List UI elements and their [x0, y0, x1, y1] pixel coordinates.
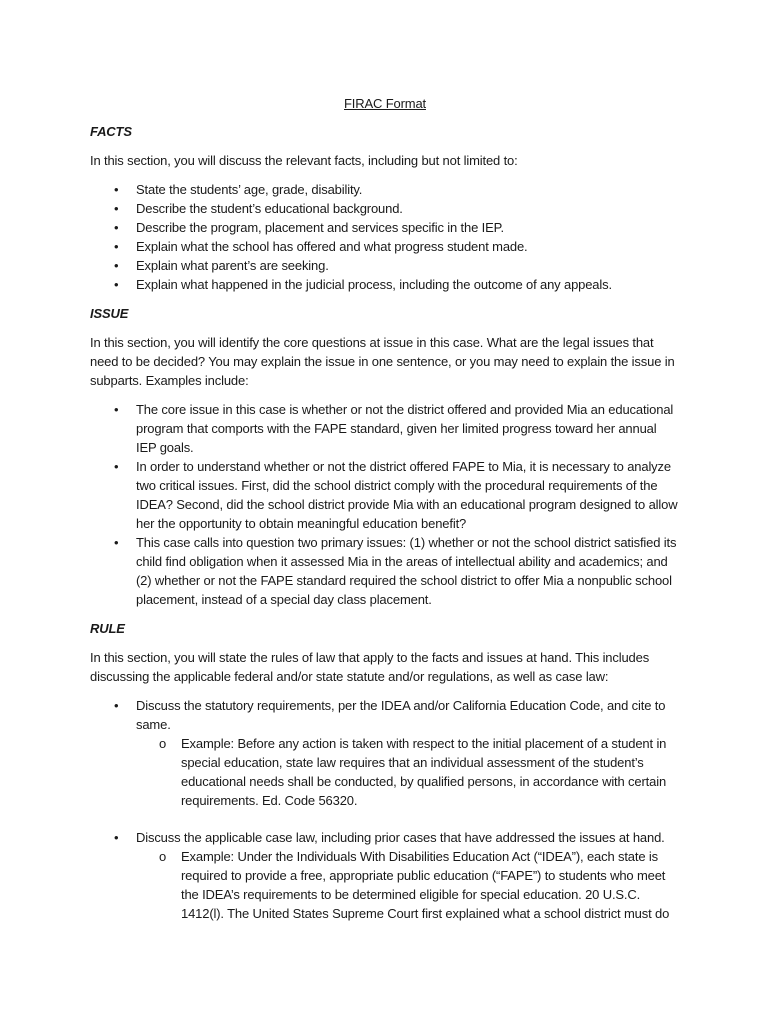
rule-item-text: Discuss the applicable case law, including prior cases that have addressed the issues at hand.: [136, 830, 665, 845]
document-title: FIRAC Format: [344, 96, 426, 111]
sub-list: [136, 734, 680, 810]
list-item: • Explain what happened in the judicial process, including the outcome of any appeals.: [90, 275, 680, 294]
list-item: [90, 828, 680, 923]
facts-list: [90, 180, 680, 294]
rule-list: [90, 696, 680, 923]
spacer: [136, 810, 680, 828]
list-item: • Describe the program, placement and services specific in the IEP.: [90, 218, 680, 237]
document-page: [90, 94, 680, 933]
issue-list: [90, 400, 680, 609]
facts-heading: FACTS: [90, 124, 132, 139]
issue-heading: ISSUE: [90, 306, 129, 321]
issue-intro: In this section, you will identify the core questions at issue in this case. What are the legal issues that need to be decided? You may explain the issue in one sentence, or you may need to explain the issue in subparts. Examples include:: [90, 335, 675, 388]
list-item: • Describe the student’s educational background.: [90, 199, 680, 218]
sub-list: [136, 847, 680, 923]
rule-heading: RULE: [90, 621, 125, 636]
rule-item-text: Discuss the statutory requirements, per the IDEA and/or California Education Code, and cite to same.: [136, 698, 666, 732]
list-item: • State the students’ age, grade, disability.: [90, 180, 680, 199]
list-item: • The core issue in this case is whether or not the district offered and provided Mia an educational program that comports with the FAPE standard, given her limited progress toward her annual IEP goals.: [90, 400, 680, 457]
list-item: • Explain what parent’s are seeking.: [90, 256, 680, 275]
list-item: • In order to understand whether or not the district offered FAPE to Mia, it is necessary to analyze two critical issues. First, did the school district comply with the procedural requirements of the IDEA? Second, did the school district provide Mia with an educational program designed to allow her the opportunity to obtain meaningful education benefit?: [90, 457, 680, 533]
sub-list-item: o Example: Under the Individuals With Disabilities Education Act (“IDEA”), each state is required to provide a free, appropriate public education (“FAPE”) to students who meet the IDEA’s requirements to be determined eligible for special education. 20 U.S.C. 1412(l). The United States Supreme Court first explained what a school district must do: [136, 847, 680, 923]
list-item: • This case calls into question two primary issues: (1) whether or not the school district satisfied its child find obligation when it assessed Mia in the areas of intellectual ability and academics; and (2) whether or not the FAPE standard required the school district to offer Mia a nonpublic school placement, instead of a special day class placement.: [90, 533, 680, 609]
facts-intro: In this section, you will discuss the relevant facts, including but not limited to:: [90, 153, 518, 168]
rule-intro: In this section, you will state the rules of law that apply to the facts and issues at hand. This includes discussing the applicable federal and/or state statute and/or regulations, as well as case law:: [90, 650, 650, 684]
list-item: • Explain what the school has offered and what progress student made.: [90, 237, 680, 256]
list-item: [90, 696, 680, 828]
sub-list-item: o Example: Before any action is taken with respect to the initial placement of a student in special education, state law requires that an individual assessment of the student’s educational needs shall be conducted, by qualified persons, in accordance with certain requirements. Ed. Code 56320.: [136, 734, 680, 810]
